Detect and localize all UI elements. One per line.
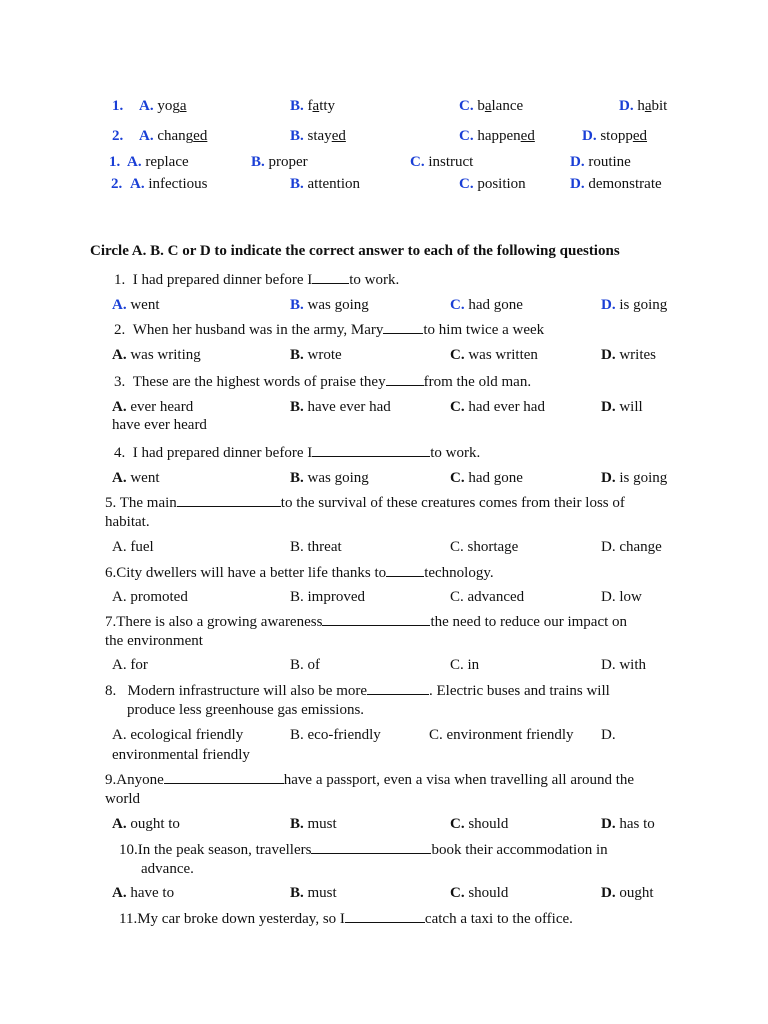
answer-blank[interactable]	[164, 769, 284, 784]
question-5-options	[0, 537, 768, 557]
question-1: 1. I had prepared dinner before I to work.	[114, 269, 399, 290]
option-b: B. improved	[290, 589, 365, 605]
question-2: 2. When her husband was in the army, Mary to him twice a week	[114, 319, 544, 340]
answer-blank[interactable]	[312, 269, 349, 284]
option-d: D. is going	[601, 297, 668, 313]
option-b: B. attention	[290, 176, 361, 192]
option-a: A. ought to	[112, 816, 180, 832]
question-number: 1.	[112, 98, 124, 114]
question-3-option-d-continued: have ever heard	[112, 417, 207, 433]
question-number: 2.	[111, 176, 123, 192]
section-instruction: Circle A. B. C or D to indicate the correct answer to each of the following questions	[90, 243, 620, 259]
question-number: 2.	[112, 128, 124, 144]
option-d: D. change	[601, 539, 662, 555]
question-9: 9.Anyone have a passport, even a visa when travelling all around the	[105, 769, 634, 790]
option-d: D. routine	[570, 154, 631, 170]
pronunciation-row-2	[0, 126, 768, 146]
option-c: C. should	[450, 885, 509, 901]
option-a: A. replace	[127, 154, 189, 170]
option-d: D. writes	[601, 347, 657, 363]
option-d: D. is going	[601, 470, 668, 486]
option-c: C. instruct	[410, 154, 474, 170]
option-a: A. yoga	[139, 98, 187, 114]
option-d: D.	[601, 727, 616, 743]
stress-row-1	[0, 152, 768, 172]
option-b: B. fatty	[290, 98, 336, 114]
option-c: C. advanced	[450, 589, 525, 605]
answer-blank[interactable]	[322, 611, 430, 626]
option-c: C. was written	[450, 347, 538, 363]
option-a: A. was writing	[112, 347, 201, 363]
question-number: 1.	[109, 154, 121, 170]
pronunciation-row-1	[0, 96, 768, 116]
question-4-options	[0, 468, 768, 488]
question-7-options	[0, 655, 768, 675]
question-2-options	[0, 345, 768, 365]
option-d: D. habit	[619, 98, 668, 114]
question-8-options	[0, 725, 768, 745]
option-d: D. ought	[601, 885, 654, 901]
option-b: B. proper	[251, 154, 308, 170]
question-6-options	[0, 587, 768, 607]
answer-blank[interactable]	[386, 562, 424, 577]
option-c: C. had gone	[450, 297, 523, 313]
option-a: A. have to	[112, 885, 175, 901]
question-9-continued: world	[105, 791, 140, 807]
question-5: 5. The main to the survival of these creatures comes from their loss of	[105, 492, 625, 513]
option-c: C. environment friendly	[429, 727, 574, 743]
option-b: B. threat	[290, 539, 342, 555]
question-5-continued: habitat.	[105, 514, 150, 530]
option-a: A. for	[112, 657, 148, 673]
option-b: B. was going	[290, 470, 369, 486]
option-b: B. must	[290, 885, 337, 901]
question-10-continued: advance.	[141, 861, 194, 877]
question-8: 8. Modern infrastructure will also be more . Electric buses and trains will	[105, 680, 610, 701]
option-c: C. shortage	[450, 539, 519, 555]
option-d: D. will	[601, 399, 643, 415]
option-b: B. stayed	[290, 128, 346, 144]
question-8-continued: produce less greenhouse gas emissions.	[127, 702, 365, 718]
option-d: D. low	[601, 589, 642, 605]
answer-blank[interactable]	[345, 908, 425, 923]
answer-blank[interactable]	[312, 442, 430, 457]
option-a: A. changed	[139, 128, 208, 144]
option-b: B. have ever had	[290, 399, 391, 415]
option-d: D. demonstrate	[570, 176, 662, 192]
question-7-continued: the environment	[105, 633, 203, 649]
option-d: D. with	[601, 657, 646, 673]
question-1-options	[0, 295, 768, 315]
option-c: C. balance	[459, 98, 524, 114]
option-c: C. in	[450, 657, 480, 673]
option-b: B. was going	[290, 297, 369, 313]
option-a: A. ever heard	[112, 399, 194, 415]
option-a: A. promoted	[112, 589, 188, 605]
option-b: B. eco-friendly	[290, 727, 381, 743]
question-10: 10.In the peak season, travellers book their accommodation in	[119, 839, 608, 860]
option-d: D. stopped	[582, 128, 648, 144]
answer-blank[interactable]	[386, 371, 424, 386]
question-6: 6.City dwellers will have a better life thanks to technology.	[105, 562, 494, 583]
question-7: 7.There is also a growing awareness the need to reduce our impact on	[105, 611, 627, 632]
option-c: C. had gone	[450, 470, 523, 486]
option-a: A. infectious	[130, 176, 208, 192]
option-a: A. ecological friendly	[112, 727, 244, 743]
option-a: A. went	[112, 297, 160, 313]
question-8-option-d-continued: environmental friendly	[112, 747, 250, 763]
option-c: C. happened	[459, 128, 535, 144]
option-c: C. should	[450, 816, 509, 832]
question-4: 4. I had prepared dinner before I to work.	[114, 442, 480, 463]
stress-row-2	[0, 174, 768, 194]
option-b: B. wrote	[290, 347, 342, 363]
option-d: D. has to	[601, 816, 655, 832]
option-b: B. must	[290, 816, 337, 832]
option-b: B. of	[290, 657, 320, 673]
option-c: C. position	[459, 176, 526, 192]
question-3: 3. These are the highest words of praise they from the old man.	[114, 371, 531, 392]
answer-blank[interactable]	[367, 680, 429, 695]
option-c: C. had ever had	[450, 399, 545, 415]
question-3-options	[0, 397, 768, 417]
option-a: A. fuel	[112, 539, 154, 555]
answer-blank[interactable]	[383, 319, 423, 334]
question-10-options	[0, 883, 768, 903]
answer-blank[interactable]	[177, 492, 281, 507]
question-9-options	[0, 814, 768, 834]
answer-blank[interactable]	[311, 839, 431, 854]
option-a: A. went	[112, 470, 160, 486]
question-11: 11.My car broke down yesterday, so I catch a taxi to the office.	[119, 908, 573, 929]
